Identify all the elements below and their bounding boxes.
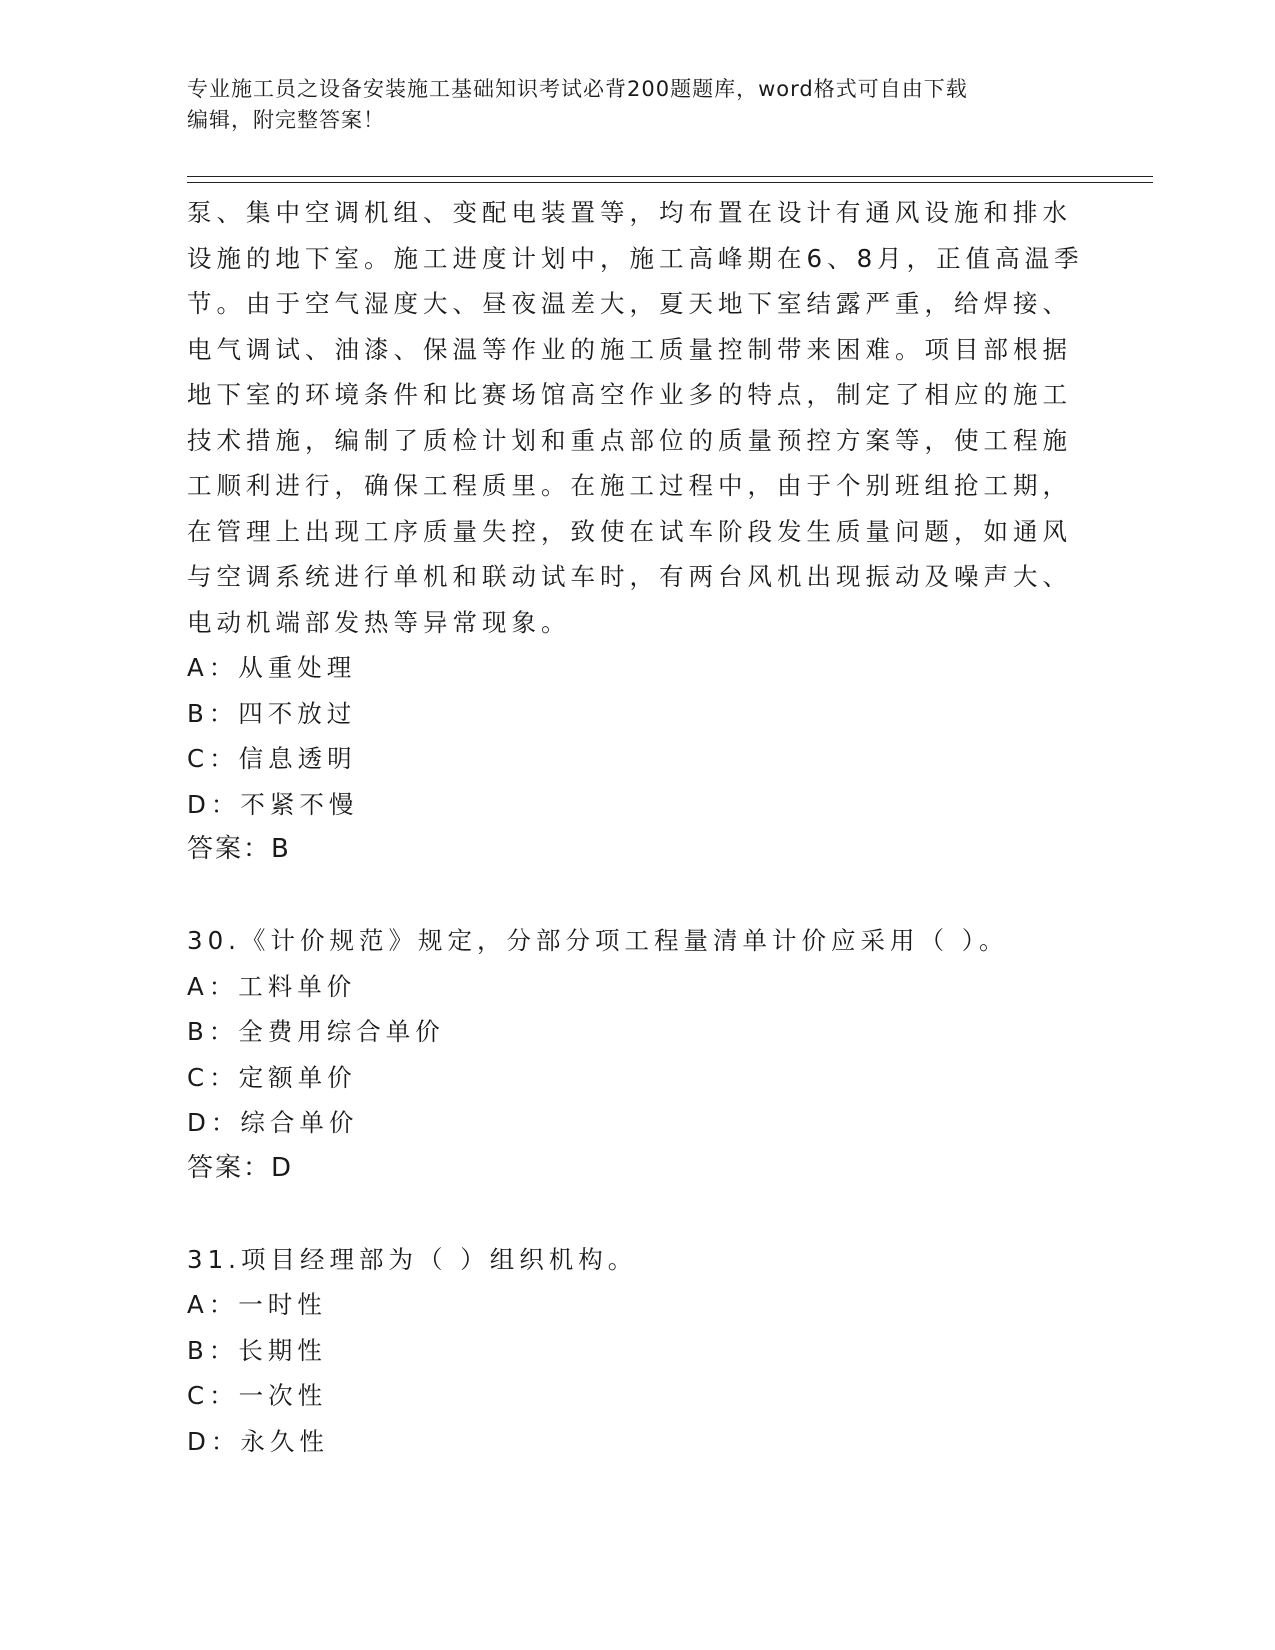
option-a: A：一时性 xyxy=(187,1290,327,1319)
option-c: C：定额单价 xyxy=(187,1062,357,1092)
option-d: D：综合单价 xyxy=(187,1108,359,1137)
passage-line: 泵、集中空调机组、变配电装置等，均布置在设计有通风设施和排水 xyxy=(187,198,1072,227)
passage-line: 在管理上出现工序质量失控，致使在试车阶段发生质量问题，如通风 xyxy=(187,516,1072,546)
question-30 xyxy=(187,918,1087,1191)
question-passage xyxy=(187,190,1087,645)
option-a: A：工料单价 xyxy=(187,971,357,1001)
header-title-line-2: 编辑，附完整答案！ xyxy=(187,108,385,132)
option-b: B：长期性 xyxy=(187,1335,327,1365)
question-31 xyxy=(187,1237,1087,1465)
option-a: A：从重处理 xyxy=(187,653,357,682)
passage-line: 节。由于空气湿度大、昼夜温差大，夏天地下室结露严重，给焊接、 xyxy=(187,289,1072,318)
option-d: D：不紧不慢 xyxy=(187,789,359,819)
question-stem: 30.《计价规范》规定，分部分项工程量清单计价应采用（ ）。 xyxy=(187,926,1009,955)
answer-label: 答案：D xyxy=(187,1152,294,1183)
passage-line: 电气调试、油漆、保温等作业的施工质量控制带来困难。项目部根据 xyxy=(187,334,1072,364)
header-divider-bottom xyxy=(187,182,1153,183)
passage-line: 地下室的环境条件和比赛场馆高空作业多的特点，制定了相应的施工 xyxy=(187,380,1072,409)
question-29-options xyxy=(187,645,1087,873)
passage-line: 技术措施，编制了质检计划和重点部位的质量预控方案等，使工程施 xyxy=(187,425,1072,455)
header-divider-top xyxy=(187,176,1153,177)
option-d: D：永久性 xyxy=(187,1426,329,1456)
document-header xyxy=(187,74,1087,136)
header-title-line-1: 专业施工员之设备安装施工基础知识考试必背200题题库，word格式可自由下载 xyxy=(187,77,968,101)
option-c: C：一次性 xyxy=(187,1381,328,1410)
option-b: B：四不放过 xyxy=(187,698,357,728)
passage-line: 设施的地下室。施工进度计划中，施工高峰期在6、8月，正值高温季 xyxy=(187,243,1084,273)
passage-line: 工顺利进行，确保工程质里。在施工过程中，由于个别班组抢工期， xyxy=(187,471,1072,500)
option-c: C：信息透明 xyxy=(187,744,357,773)
question-stem: 31.项目经理部为（ ）组织机构。 xyxy=(187,1244,638,1274)
option-b: B：全费用综合单价 xyxy=(187,1017,445,1046)
spacer xyxy=(187,873,1087,919)
spacer xyxy=(187,1191,1087,1237)
answer-label: 答案：B xyxy=(187,834,291,864)
document-body xyxy=(187,190,1087,1464)
passage-line: 电动机端部发热等异常现象。 xyxy=(187,607,571,637)
passage-line: 与空调系统进行单机和联动试车时，有两台风机出现振动及噪声大、 xyxy=(187,562,1072,591)
